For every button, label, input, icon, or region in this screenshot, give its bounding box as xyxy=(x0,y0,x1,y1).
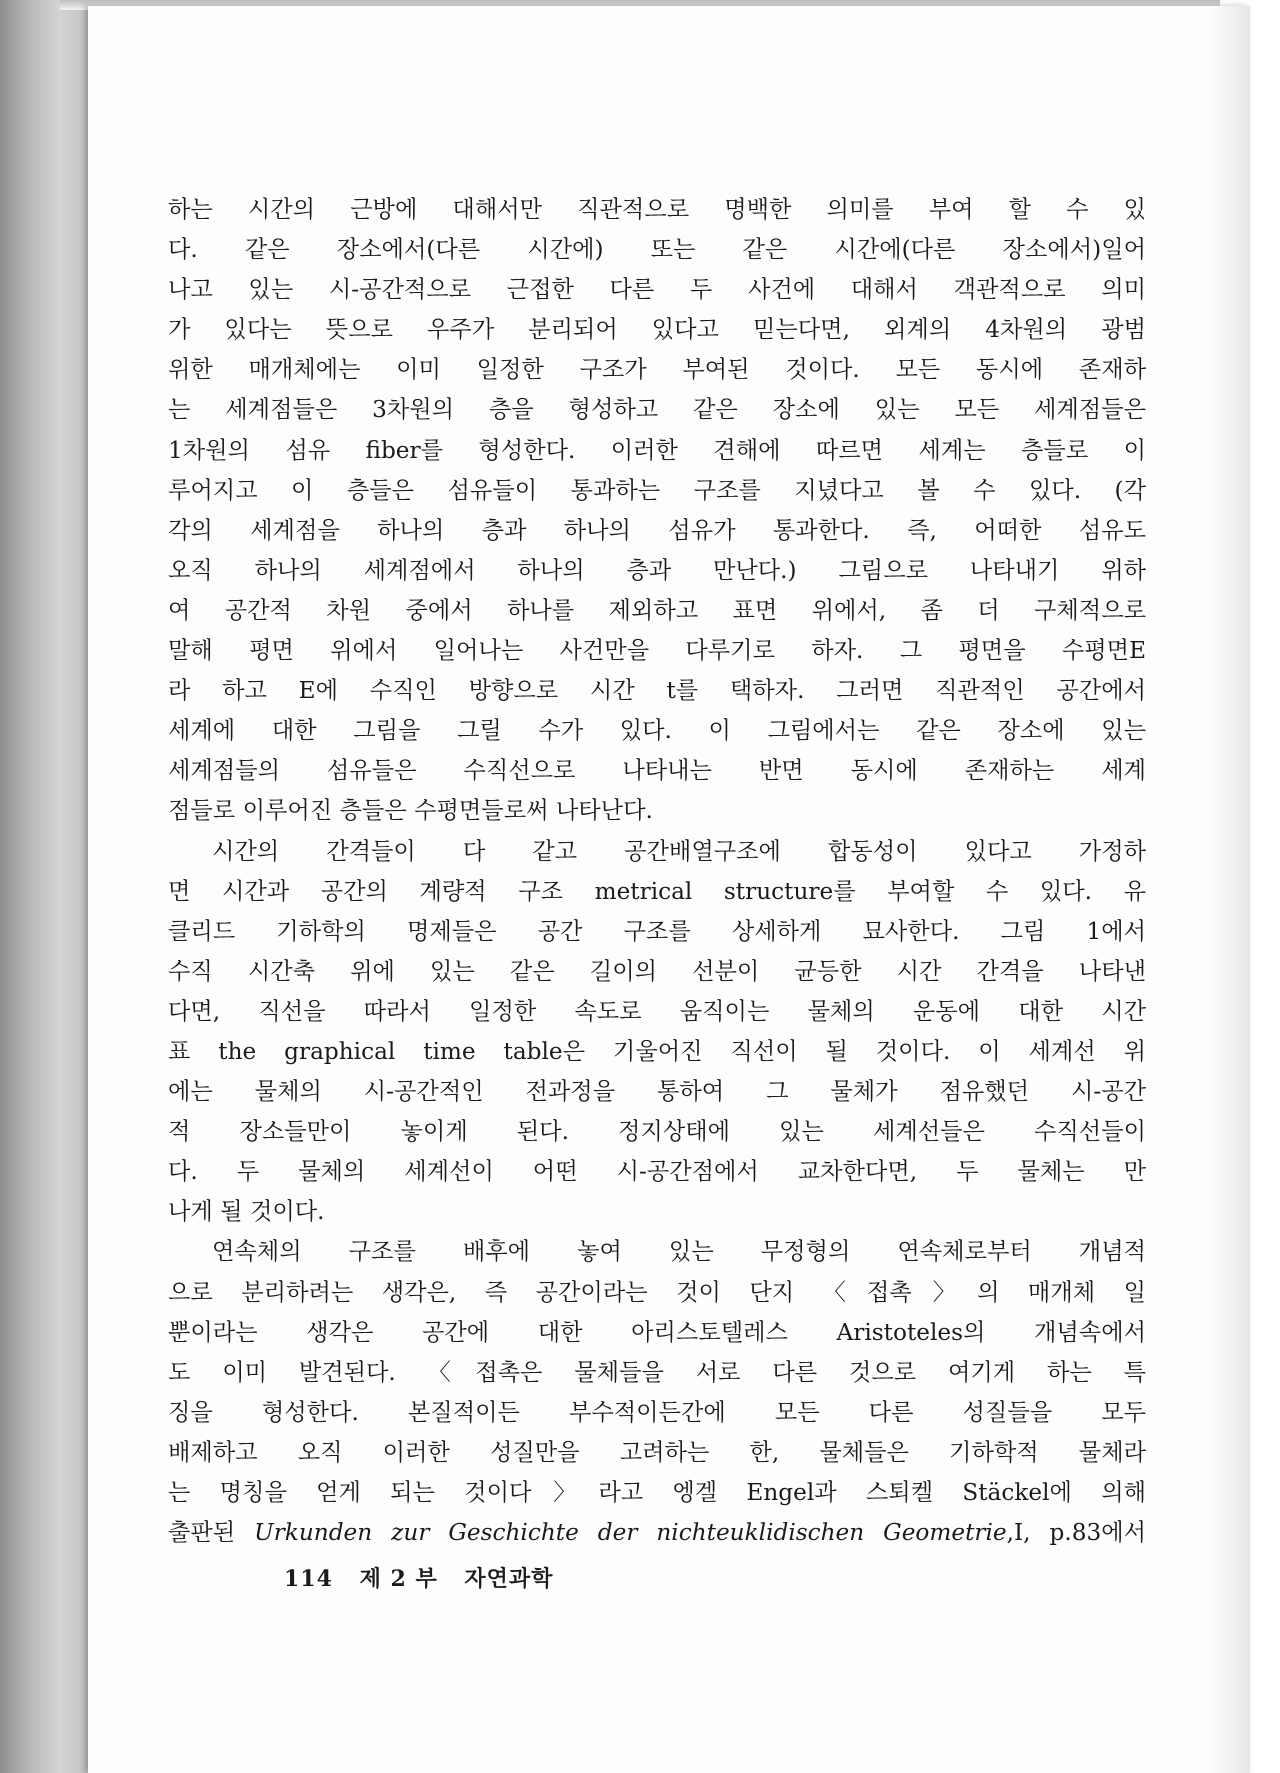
book-spine-edge xyxy=(0,0,88,1773)
paragraph-3 xyxy=(168,1232,1146,1553)
text-line: 나게 될 것이다. xyxy=(168,1198,325,1226)
text-line: 세계에 대한 그림을 그릴 수가 있다. 이 그림에서는 같은 장소에 있는 xyxy=(168,717,1146,745)
text-line: 징을 형성한다. 본질적이든 부수적이든간에 모든 다른 성질들을 모두 xyxy=(168,1398,1146,1426)
text-line: 1차원의 섬유 fiber를 형성한다. 이러한 견해에 따르면 세계는 층들로 이 xyxy=(168,436,1146,464)
text-line-with-title xyxy=(168,1513,1146,1553)
book-title: Urkunden zur Geschichte der nichteuklidischen Geometrie xyxy=(254,1519,1007,1547)
text-line: 다면, 직선을 따라서 일정한 속도로 움직이는 물체의 운동에 대한 시간 xyxy=(168,997,1146,1025)
text-line: 배제하고 오직 이러한 성질만을 고려하는 한, 물체들은 기하학적 물체라 xyxy=(168,1438,1146,1466)
text-line: 도 이미 발견된다. 〈접촉은 물체들을 서로 다른 것으로 여기게 하는 특 xyxy=(168,1358,1146,1386)
body-text xyxy=(168,190,1146,1553)
text-line: 수직 시간축 위에 있는 같은 길이의 선분이 균등한 시간 간격을 나타낸 xyxy=(168,957,1146,985)
text-line: 연속체의 구조를 배후에 놓여 있는 무정형의 연속체로부터 개념적 xyxy=(212,1238,1146,1266)
text-line: 각의 세계점을 하나의 층과 하나의 섬유가 통과한다. 즉, 어떠한 섬유도 xyxy=(168,516,1146,544)
text-line: 다. 두 물체의 세계선이 어떤 시-공간점에서 교차한다면, 두 물체는 만 xyxy=(168,1158,1146,1186)
section-label: 자연과학 xyxy=(464,1566,554,1592)
text-line: 클리드 기하학의 명제들은 공간 구조를 상세하게 묘사한다. 그림 1에서 xyxy=(168,917,1146,945)
page-shade xyxy=(1210,6,1250,1773)
text-line: 표 the graphical time table은 기울어진 직선이 될 것이다. 이 세계선 위 xyxy=(168,1037,1146,1065)
text-line: 는 세계점들은 3차원의 층을 형성하고 같은 장소에 있는 모든 세계점들은 xyxy=(168,396,1146,424)
part-label: 제 2 부 xyxy=(359,1566,438,1592)
text-line: 말해 평면 위에서 일어나는 사건만을 다루기로 하자. 그 평면을 수평면E xyxy=(168,637,1146,665)
text-line: 라 하고 E에 수직인 방향으로 시간 t를 택하자. 그러면 직관적인 공간에서 xyxy=(168,677,1146,705)
text-line: 다. 같은 장소에서(다른 시간에) 또는 같은 시간에(다른 장소에서)일어 xyxy=(168,236,1146,264)
text-line: 하는 시간의 근방에 대해서만 직관적으로 명백한 의미를 부여 할 수 있 xyxy=(168,196,1146,223)
paragraph-1 xyxy=(168,190,1146,832)
text-line: 루어지고 이 층들은 섬유들이 통과하는 구조를 지녔다고 볼 수 있다. (각 xyxy=(168,476,1146,504)
text-prefix: 출판된 xyxy=(168,1519,236,1547)
text-line: 세계점들의 섬유들은 수직선으로 나타내는 반면 동시에 존재하는 세계 xyxy=(168,757,1146,785)
text-suffix: ,I, p.83에서 xyxy=(1006,1519,1146,1547)
text-line: 가 있다는 뜻으로 우주가 분리되어 있다고 믿는다면, 외계의 4차원의 광범 xyxy=(168,316,1146,344)
text-line: 뿐이라는 생각은 공간에 대한 아리스토텔레스 Aristoteles의 개념속에서 xyxy=(168,1318,1146,1346)
page-footer xyxy=(284,1562,571,1593)
text-line: 는 명칭을 얻게 되는 것이다〉라고 엥겔 Engel과 스퇴켈 Stäckel에 의해 xyxy=(168,1479,1146,1506)
text-line: 위한 매개체에는 이미 일정한 구조가 부여된 것이다. 모든 동시에 존재하 xyxy=(168,356,1146,384)
page-number: 114 xyxy=(284,1566,333,1592)
text-line: 점들로 이루어진 층들은 수평면들로써 나타난다. xyxy=(168,797,653,825)
text-line: 으로 분리하려는 생각은, 즉 공간이라는 것이 단지 〈접촉〉의 매개체 일 xyxy=(168,1278,1146,1306)
text-line: 여 공간적 차원 중에서 하나를 제외하고 표면 위에서, 좀 더 구체적으로 xyxy=(168,596,1146,624)
text-line: 면 시간과 공간의 계량적 구조 metrical structure를 부여할 수 있다. 유 xyxy=(168,877,1146,905)
text-line: 시간의 간격들이 다 같고 공간배열구조에 합동성이 있다고 가정하 xyxy=(212,837,1146,865)
text-line: 오직 하나의 세계점에서 하나의 층과 만난다.) 그림으로 나타내기 위하 xyxy=(168,556,1146,584)
text-line: 에는 물체의 시-공간적인 전과정을 통하여 그 물체가 점유했던 시-공간 xyxy=(168,1078,1146,1106)
text-line: 나고 있는 시-공간적으로 근접한 다른 두 사건에 대해서 객관적으로 의미 xyxy=(168,276,1146,304)
paragraph-2 xyxy=(168,832,1146,1233)
text-line: 적 장소들만이 놓이게 된다. 정지상태에 있는 세계선들은 수직선들이 xyxy=(168,1118,1146,1146)
